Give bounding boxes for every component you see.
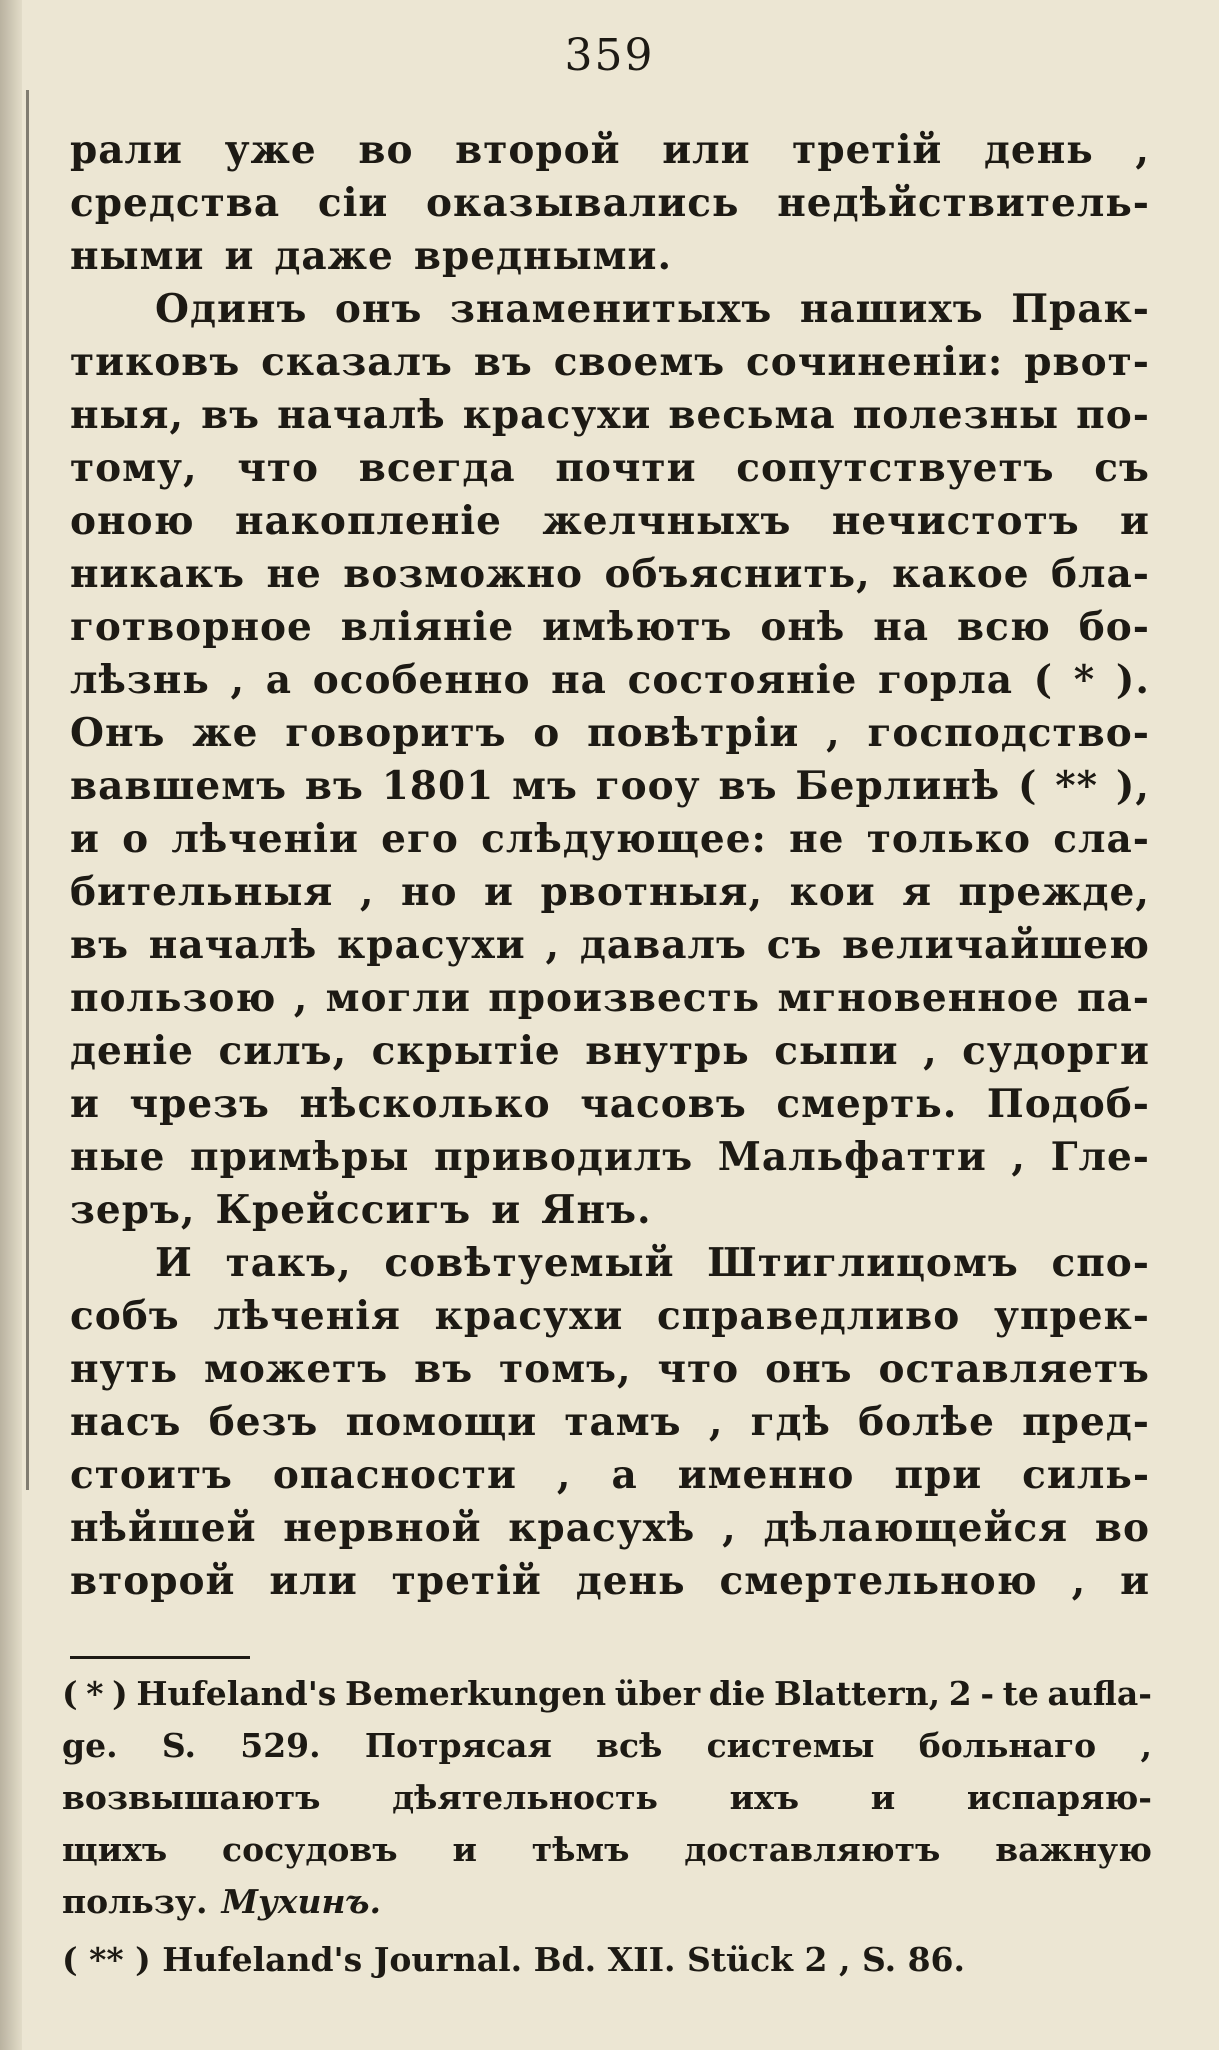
text-word: Берлинѣ [795,763,1001,809]
text-word: нѣйшей [70,1505,257,1551]
text-word: повѣтріи [587,710,800,756]
text-word: своемъ [553,339,726,385]
text-word: - [980,1674,995,1713]
text-word: ныя, [70,392,185,438]
text-word: важную [995,1830,1152,1869]
text-word: почти [555,445,697,491]
text-word: судорги [962,1028,1150,1074]
binding-edge-line [26,90,29,1490]
text-word: прежде, [958,869,1150,915]
text-word: ( [62,1674,78,1713]
text-word: готворное [70,604,313,650]
text-word: я [902,869,933,915]
text-word: лѣченіи [171,816,359,862]
text-word: па- [1076,975,1150,1021]
text-word: больнаго [918,1726,1097,1765]
text-word: какое [892,551,1030,597]
text-word: вавшемъ [70,763,287,809]
text-word: же [192,710,259,756]
text-word: гооу [595,763,701,809]
text-line [70,1184,1150,1237]
page-number: 359 [564,30,655,81]
text-word: системы [706,1726,875,1765]
text-word: и [1120,498,1150,544]
text-line [70,283,1150,336]
text-word: te [1002,1674,1039,1713]
text-word: кои [789,869,876,915]
text-word: доставляютъ [684,1830,941,1869]
text-word: ( [1017,763,1038,809]
text-word: лѣченія [213,1293,401,1339]
footnote-2: ( ** ) Hufeland's Journal. Bd. XII. Stück 2 , S. 86. [62,1940,966,1979]
text-word: съ [766,922,823,968]
text-word: мгновенное [777,975,1060,1021]
text-word: , [1140,1726,1152,1765]
text-word: оказывались [426,180,740,226]
text-word: , [1071,1558,1087,1604]
text-word: , [545,922,561,968]
text-word: всѣ [596,1726,663,1765]
text-line [70,1025,1150,1078]
text-word: Крейссигъ [215,1187,472,1233]
text-line [70,1290,1150,1343]
text-word: пред- [1022,1399,1150,1445]
text-word: ), [1115,763,1150,809]
text-word: сопутствуетъ [736,445,1055,491]
text-word: или [269,1558,358,1604]
text-word: томъ, [499,1346,632,1392]
text-word: такъ, [225,1240,352,1286]
text-word: чрезъ [129,1081,270,1127]
text-word: über [614,1674,701,1713]
text-word: рали [70,127,183,173]
footnote-1-tail: пользу. [62,1882,208,1921]
text-word: именно [677,1452,855,1498]
text-line [70,1237,1150,1290]
text-word: Подоб- [986,1081,1150,1127]
text-word: , [1135,127,1150,173]
text-word: на [873,604,930,650]
text-line [70,1396,1150,1449]
text-word: бла- [1051,551,1150,597]
text-word: началѣ [277,392,446,438]
text-word: могли [325,975,471,1021]
text-word: скрытіе [371,1028,561,1074]
text-word: спо- [1051,1240,1150,1286]
text-word: Потрясая [364,1726,552,1765]
text-word: господство- [867,710,1150,756]
text-line [70,972,1150,1025]
text-word: тиковъ [70,339,241,385]
text-word: въ [414,1346,474,1392]
text-word: знаменитыхъ [449,286,773,332]
text-word: тому, [70,445,198,491]
text-word: * [1073,657,1096,703]
text-word: въ [201,392,261,438]
text-line [70,230,1150,283]
text-word: 2 [948,1674,972,1713]
text-word: и [224,233,255,279]
text-word: бительныя [70,869,334,915]
text-word: въ [473,339,533,385]
text-word: онѣ [760,604,846,650]
text-word: безъ [208,1399,319,1445]
text-word: всегда [358,445,516,491]
text-word: его [381,816,459,862]
text-word: возвышаютъ [62,1778,321,1817]
text-line [70,707,1150,760]
text-word: а [611,1452,638,1498]
text-line [70,1449,1150,1502]
text-word: или [662,127,751,173]
text-line [70,548,1150,601]
text-word: весьма [668,392,836,438]
text-word: И [155,1240,193,1286]
text-word: нервной [283,1505,482,1551]
text-word: онъ [334,286,423,332]
text-word: давалъ [579,922,747,968]
text-word: Hufeland's [136,1674,337,1713]
text-word: онъ [765,1346,853,1392]
text-word: красухи [337,922,526,968]
text-line [70,1343,1150,1396]
text-word: а [265,657,293,703]
text-word: второй [455,127,621,173]
text-word: часовъ [580,1081,747,1127]
text-line [70,760,1150,813]
text-word: въ [718,763,778,809]
text-word: сказалъ [261,339,453,385]
text-word: , [923,1028,938,1074]
text-word: не [266,551,322,597]
text-word: что [237,445,320,491]
text-word: что [657,1346,740,1392]
text-word: величайшею [842,922,1150,968]
text-word: особенно [312,657,531,703]
footnote-line [62,1720,1152,1772]
text-word: вліяніе [340,604,515,650]
footnote-line [62,1668,1152,1720]
text-word: ** [1055,763,1099,809]
text-word: третій [391,1558,542,1604]
text-word: Гле- [1050,1134,1150,1180]
text-word: S. [161,1726,196,1765]
text-word: произвесть [488,975,761,1021]
text-word: , [708,1399,724,1445]
text-word: aufla- [1047,1674,1152,1713]
text-word: стоитъ [70,1452,233,1498]
text-word: во [1094,1505,1150,1551]
text-word: красухѣ [508,1505,696,1551]
text-word: лѣзнь [70,657,210,703]
text-word: Штиглицомъ [707,1240,1019,1286]
text-word: слѣдующее: [481,816,767,862]
text-word: нашихъ [799,286,984,332]
text-word: силь- [1022,1452,1150,1498]
text-word: сочиненіи: [746,339,1004,385]
text-word: сіи [317,180,389,226]
text-word: ( [1033,657,1054,703]
text-word: и [870,1778,896,1817]
text-word: , [230,657,246,703]
text-line [70,177,1150,230]
text-word: нуть [70,1346,179,1392]
text-word: die [708,1674,766,1713]
text-line [70,601,1150,654]
text-word: началѣ [148,922,318,968]
footnotes [62,1668,1152,1986]
text-word: красухи [462,392,652,438]
footnote-1-last-line [62,1876,1152,1928]
text-word: Bemerkungen [344,1674,607,1713]
text-word: уже [224,127,317,173]
text-word: ge. [62,1726,118,1765]
text-word: внутрь [585,1028,750,1074]
footnote-rule [70,1656,250,1659]
text-line [70,866,1150,919]
text-word: Янъ. [541,1187,652,1233]
text-line [70,124,1150,177]
text-word: и [1120,1558,1150,1604]
text-word: день [983,127,1094,173]
text-word: Прак- [1011,286,1150,332]
text-word: и [70,816,100,862]
text-word: смертельною [719,1558,1038,1604]
text-word: имѣютъ [542,604,733,650]
text-word: 1801 [381,763,495,809]
text-word: щихъ [62,1830,168,1869]
text-word: Одинъ [155,286,308,332]
text-word: мъ [512,763,578,809]
text-word: даже [274,233,394,279]
text-word: Blattern, [773,1674,941,1713]
footnote-line [62,1772,1152,1824]
text-word: только [866,816,1032,862]
text-word: , [293,975,309,1021]
text-word: второй [70,1558,236,1604]
text-word: состояніе [627,657,858,703]
text-line [70,1078,1150,1131]
text-word: недѣйствитель- [777,180,1150,226]
text-line [70,1555,1150,1608]
text-word: насъ [70,1399,182,1445]
footnote-1-author: Мухинъ. [221,1882,381,1921]
text-word: тѣмъ [531,1830,630,1869]
text-word: бо- [1078,604,1150,650]
text-word: дѣятельность [392,1778,658,1817]
text-word: красухи [434,1293,624,1339]
text-word: желчныхъ [542,498,792,544]
text-word: нѣсколько [299,1081,551,1127]
text-word: гдѣ [750,1399,831,1445]
text-word: накопленіе [234,498,502,544]
text-line [70,495,1150,548]
text-word: , [826,710,841,756]
text-word: справедливо [657,1293,961,1339]
text-word: можетъ [204,1346,389,1392]
text-line [70,336,1150,389]
text-word: въ [70,922,130,968]
text-word: смерть. [776,1081,958,1127]
text-line [70,919,1150,972]
text-word: упрек- [994,1293,1150,1339]
text-word: не [789,816,845,862]
text-word: рвотныя, [540,869,764,915]
text-word: средства [70,180,281,226]
text-word: 529. [240,1726,321,1765]
text-word: и [484,869,514,915]
text-word: возможно [343,551,584,597]
text-word: , [1011,1134,1026,1180]
text-word: по- [1076,392,1150,438]
text-word: Онъ [70,710,166,756]
text-word: вредными. [413,233,673,279]
text-word: дѣлающейся [763,1505,1069,1551]
text-word: и [452,1830,477,1869]
text-word: всю [956,604,1051,650]
text-word: но [400,869,458,915]
text-word: на [551,657,607,703]
text-word: рвот- [1024,339,1150,385]
text-word: никакъ [70,551,245,597]
text-word: собъ [70,1293,180,1339]
text-word: оставляетъ [878,1346,1150,1392]
text-word: полезны [852,392,1060,438]
body-text [70,124,1150,1608]
text-word: третій [792,127,943,173]
text-word: примѣры [190,1134,410,1180]
text-word: оною [70,498,195,544]
text-line [70,1502,1150,1555]
text-word: и [491,1187,522,1233]
text-word: деніе [70,1028,194,1074]
text-line [70,654,1150,707]
text-word: ). [1115,657,1150,703]
text-word: , [359,869,375,915]
text-word: , [722,1505,737,1551]
text-word: Мальфатти [717,1134,987,1180]
text-word: силъ, [218,1028,348,1074]
text-word: * [86,1674,104,1713]
text-word: пользою [70,975,277,1021]
text-word: сла- [1053,816,1150,862]
text-word: день [575,1558,686,1604]
text-word: опасности [272,1452,517,1498]
text-word: болѣе [858,1399,995,1445]
text-word: ные [70,1134,166,1180]
text-word: , [556,1452,572,1498]
text-word: приводилъ [434,1134,694,1180]
text-word: горла [878,657,1013,703]
text-word: совѣтуемый [384,1240,675,1286]
text-word: говоритъ [285,710,507,756]
text-word: и [70,1081,100,1127]
text-word: сосудовъ [222,1830,398,1869]
text-word: тамъ [564,1399,682,1445]
text-word: въ [304,763,364,809]
text-word: помощи [345,1399,538,1445]
text-word: ) [112,1674,128,1713]
text-word: сыпи [774,1028,899,1074]
text-line [70,813,1150,866]
text-word: при [894,1452,983,1498]
text-word: ными [70,233,205,279]
text-word: объяснить, [604,551,871,597]
text-word: ихъ [729,1778,800,1817]
text-line [70,389,1150,442]
page-edge-shadow [0,0,22,2050]
text-word: о [122,816,150,862]
text-word: съ [1094,445,1150,491]
text-line [70,1131,1150,1184]
footnote-1 [62,1668,1152,1876]
text-line [70,442,1150,495]
footnote-line [62,1824,1152,1876]
text-word: испаряю- [966,1778,1152,1817]
text-word: во [358,127,414,173]
text-word: о [533,710,561,756]
text-word: нечистотъ [831,498,1080,544]
text-word: зеръ, [70,1187,196,1233]
